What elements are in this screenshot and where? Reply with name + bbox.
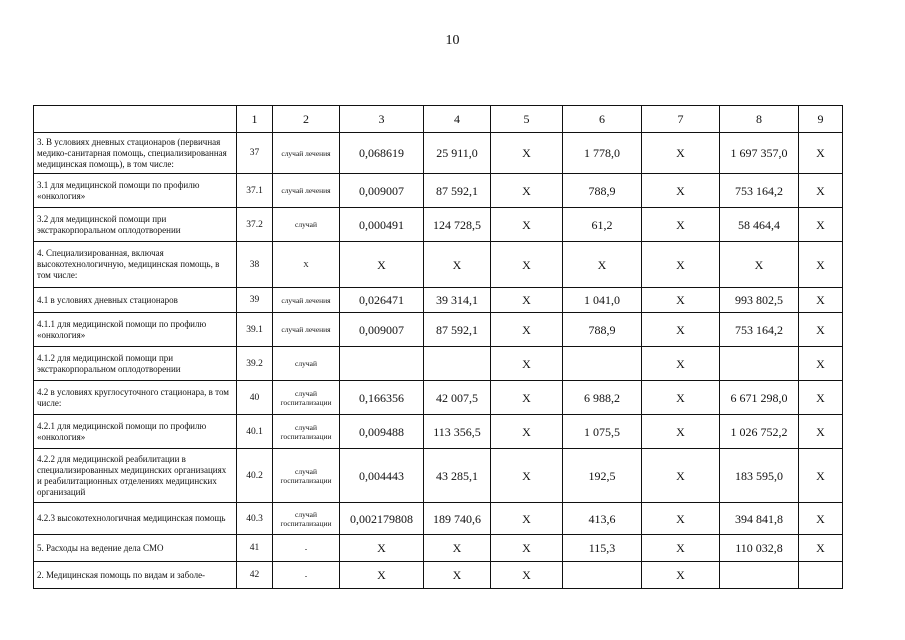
table-cell: 41	[237, 535, 273, 562]
table-row	[34, 415, 843, 449]
table-cell: X	[799, 208, 843, 242]
table-cell: X	[340, 535, 424, 562]
table-cell: X	[491, 313, 563, 347]
table-cell: X	[642, 347, 720, 381]
data-table	[33, 105, 843, 589]
table-cell: X	[491, 503, 563, 535]
table-cell: 192,5	[563, 449, 642, 503]
row-label-cell: 4.2 в условиях круглосуточного стационара, в том числе:	[34, 381, 237, 415]
table-cell: X	[424, 535, 491, 562]
header-cell: 9	[799, 106, 843, 133]
row-label-cell: 5. Расходы на ведение дела СМО	[34, 535, 237, 562]
table-cell: X	[642, 313, 720, 347]
table-cell: случай госпитализации	[273, 503, 340, 535]
table-cell: X	[642, 415, 720, 449]
table-row	[34, 133, 843, 174]
table-cell: X	[799, 313, 843, 347]
table-row	[34, 381, 843, 415]
table-cell: -	[273, 535, 340, 562]
table-cell: 38	[237, 242, 273, 288]
table-cell: X	[491, 133, 563, 174]
table-cell: 40.2	[237, 449, 273, 503]
table-cell: X	[799, 535, 843, 562]
table-cell: 1 026 752,2	[720, 415, 799, 449]
table-cell: 6 671 298,0	[720, 381, 799, 415]
table-cell: 39 314,1	[424, 288, 491, 313]
table-cell: 40.3	[237, 503, 273, 535]
table-row	[34, 562, 843, 589]
table-cell: 42	[237, 562, 273, 589]
table-row	[34, 535, 843, 562]
table-cell: случай	[273, 347, 340, 381]
table-cell: X	[491, 415, 563, 449]
header-row	[34, 106, 843, 133]
table-cell: 115,3	[563, 535, 642, 562]
row-label-cell: 2. Медицинская помощь по видам и заболе-	[34, 562, 237, 589]
row-label-cell: 4.2.3 высокотехнологичная медицинская помощь	[34, 503, 237, 535]
table-cell: случай лечения	[273, 133, 340, 174]
table-cell: 40.1	[237, 415, 273, 449]
row-label-cell: 4.1.1 для медицинской помощи по профилю «онкология»	[34, 313, 237, 347]
table-cell: 788,9	[563, 174, 642, 208]
table-row	[34, 503, 843, 535]
table-cell: 39.1	[237, 313, 273, 347]
table-cell: 413,6	[563, 503, 642, 535]
table-cell: X	[642, 535, 720, 562]
table-cell: случай лечения	[273, 174, 340, 208]
table-cell: X	[642, 208, 720, 242]
table-cell: случай госпитализации	[273, 449, 340, 503]
table-cell	[563, 562, 642, 589]
table-cell: X	[799, 449, 843, 503]
table-cell: случай лечения	[273, 313, 340, 347]
table-cell: 0,009007	[340, 313, 424, 347]
table-cell: 58 464,4	[720, 208, 799, 242]
table-cell: 37.1	[237, 174, 273, 208]
table-cell: X	[563, 242, 642, 288]
header-cell: 3	[340, 106, 424, 133]
table-cell: 753 164,2	[720, 313, 799, 347]
table-body	[34, 106, 843, 589]
row-label-cell: 3. В условиях дневных стационаров (первичная медико-санитарная помощь, специализированная медицинская помощь), в том числе:	[34, 133, 237, 174]
table-cell: X	[491, 174, 563, 208]
table-cell: 43 285,1	[424, 449, 491, 503]
table-cell: X	[799, 347, 843, 381]
table-row	[34, 449, 843, 503]
table-cell: X	[720, 242, 799, 288]
table-cell: X	[642, 174, 720, 208]
table-cell: 1 041,0	[563, 288, 642, 313]
header-cell: 6	[563, 106, 642, 133]
table-cell: X	[799, 133, 843, 174]
table-cell: X	[642, 133, 720, 174]
table-cell: 1 697 357,0	[720, 133, 799, 174]
table-cell: X	[491, 288, 563, 313]
row-label-cell: 4.1.2 для медицинской помощи при экстракорпоральном оплодотворении	[34, 347, 237, 381]
table-cell: 40	[237, 381, 273, 415]
table-cell: 0,002179808	[340, 503, 424, 535]
header-cell: 2	[273, 106, 340, 133]
table-cell: 0,068619	[340, 133, 424, 174]
table-cell: X	[340, 562, 424, 589]
table-cell: 0,004443	[340, 449, 424, 503]
table-cell: X	[642, 562, 720, 589]
table-row	[34, 288, 843, 313]
row-label-cell: 3.1 для медицинской помощи по профилю «онкология»	[34, 174, 237, 208]
table-cell: X	[491, 535, 563, 562]
table-cell: X	[642, 242, 720, 288]
table-cell: 37	[237, 133, 273, 174]
table-cell: 753 164,2	[720, 174, 799, 208]
table-cell: 0,009488	[340, 415, 424, 449]
row-label-cell: 4.2.1 для медицинской помощи по профилю «онкология»	[34, 415, 237, 449]
table-cell: X	[424, 242, 491, 288]
table-cell: 124 728,5	[424, 208, 491, 242]
table-cell: X	[799, 288, 843, 313]
table-cell: 0,009007	[340, 174, 424, 208]
table-cell: 0,166356	[340, 381, 424, 415]
header-cell: 4	[424, 106, 491, 133]
table-cell: 113 356,5	[424, 415, 491, 449]
table-cell: X	[642, 503, 720, 535]
table-cell: X	[799, 242, 843, 288]
table-cell: X	[642, 381, 720, 415]
table-cell: 61,2	[563, 208, 642, 242]
table-cell: X	[491, 381, 563, 415]
table-cell: случай лечения	[273, 288, 340, 313]
table-cell: X	[799, 415, 843, 449]
table-cell: 42 007,5	[424, 381, 491, 415]
header-cell	[34, 106, 237, 133]
table-cell: X	[642, 288, 720, 313]
page-number: 10	[445, 33, 460, 48]
table-cell: случай	[273, 208, 340, 242]
row-label-cell: 3.2 для медицинской помощи при экстракорпоральном оплодотворении	[34, 208, 237, 242]
table-cell: 39.2	[237, 347, 273, 381]
table-cell: X	[273, 242, 340, 288]
table-cell: -	[273, 562, 340, 589]
table-cell: 87 592,1	[424, 313, 491, 347]
table-cell: X	[799, 174, 843, 208]
table-cell: X	[491, 562, 563, 589]
table-cell: 110 032,8	[720, 535, 799, 562]
table-row	[34, 208, 843, 242]
table-cell: X	[799, 381, 843, 415]
table-cell: 0,000491	[340, 208, 424, 242]
table-cell: 394 841,8	[720, 503, 799, 535]
table-cell: X	[491, 347, 563, 381]
table-cell: 0,026471	[340, 288, 424, 313]
table-cell: случай госпитализации	[273, 381, 340, 415]
table-cell: X	[799, 503, 843, 535]
table-cell: 6 988,2	[563, 381, 642, 415]
row-label-cell: 4.1 в условиях дневных стационаров	[34, 288, 237, 313]
table-cell: 993 802,5	[720, 288, 799, 313]
header-cell: 1	[237, 106, 273, 133]
table-cell: 788,9	[563, 313, 642, 347]
table-cell: 1 778,0	[563, 133, 642, 174]
table-cell	[424, 347, 491, 381]
table-row	[34, 174, 843, 208]
table-cell: 1 075,5	[563, 415, 642, 449]
table-cell	[340, 347, 424, 381]
table-cell	[720, 347, 799, 381]
header-cell: 5	[491, 106, 563, 133]
table-cell: 39	[237, 288, 273, 313]
table-cell: X	[491, 242, 563, 288]
table-cell: 183 595,0	[720, 449, 799, 503]
table-cell: X	[340, 242, 424, 288]
table-cell	[799, 562, 843, 589]
table-cell: X	[491, 208, 563, 242]
table-row	[34, 347, 843, 381]
table-cell: X	[642, 449, 720, 503]
table-cell: 37.2	[237, 208, 273, 242]
table-cell	[720, 562, 799, 589]
table-cell: 87 592,1	[424, 174, 491, 208]
row-label-cell: 4. Специализированная, включая высокотехнологичную, медицинская помощь, в том числе:	[34, 242, 237, 288]
table-cell: X	[491, 449, 563, 503]
table-cell: случай госпитализации	[273, 415, 340, 449]
header-cell: 8	[720, 106, 799, 133]
header-cell: 7	[642, 106, 720, 133]
table-row	[34, 242, 843, 288]
table-cell: 25 911,0	[424, 133, 491, 174]
table-cell	[563, 347, 642, 381]
table-row	[34, 313, 843, 347]
table-cell: X	[424, 562, 491, 589]
table-cell: 189 740,6	[424, 503, 491, 535]
row-label-cell: 4.2.2 для медицинской реабилитации в специализированных медицинских организациях и реабилитационных отделениях медицинских организаций	[34, 449, 237, 503]
